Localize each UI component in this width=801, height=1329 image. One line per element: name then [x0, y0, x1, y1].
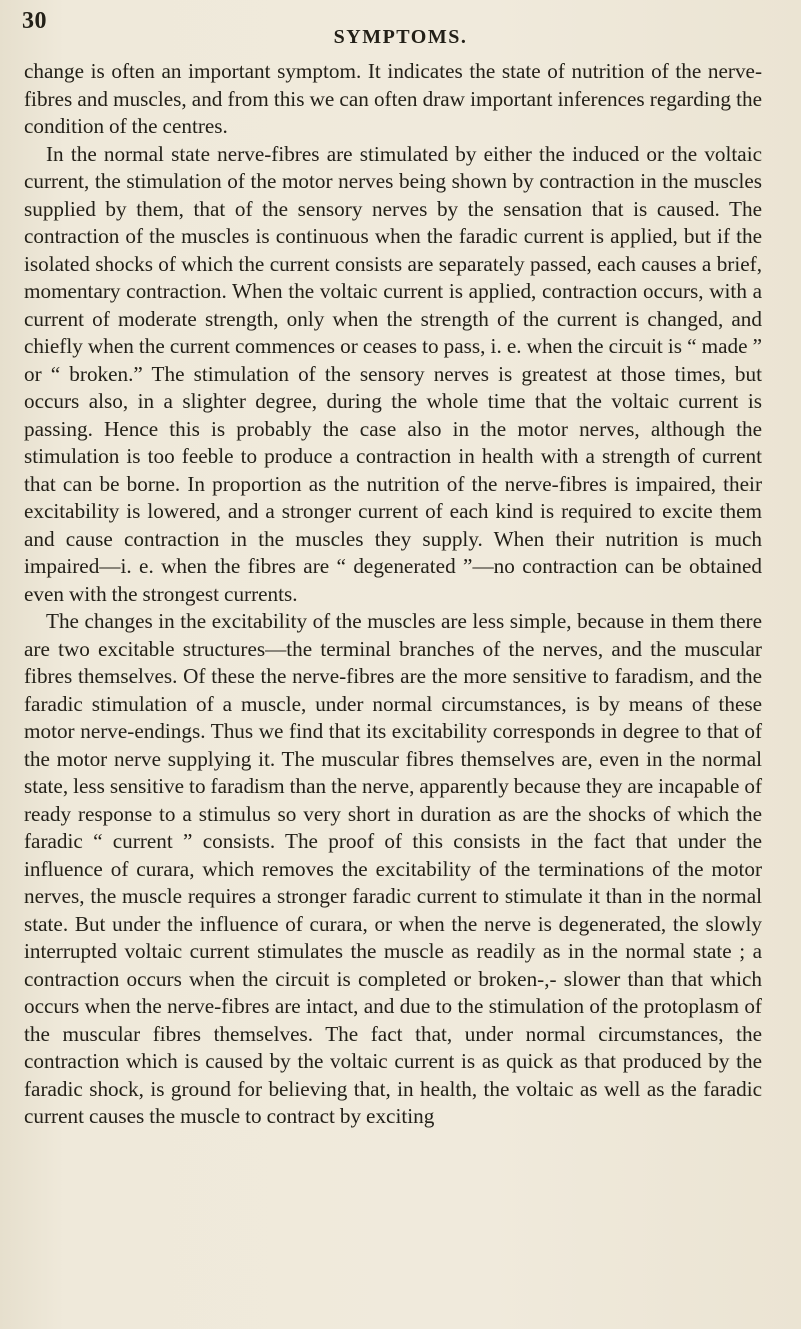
paragraph-1: change is often an important symptom. It indicates the state of nutrition of the nerve-fibres and muscles, and from this we can often draw important inferences regarding the condition of the centres. — [24, 59, 762, 138]
page-number: 30 — [22, 8, 47, 34]
body-text — [24, 58, 762, 1131]
paragraph-3: The changes in the excitability of the muscles are less simple, because in them there are two excitable structures—the terminal branches of the nerves, and the muscular fibres themselves. Of these the nerve-fibres are the more sensitive to faradism, and the faradic stimulation of a muscle, under normal circumstances, is by means of these motor nerve-endings. Thus we find that its excitability corresponds in degree to that of the motor nerve supplying it. The muscular fibres themselves are, even in the normal state, less sensitive to faradism than the nerve, apparently because they are incapable of ready response to a stimulus so very short in duration as are the shocks of which the faradic “ current ” consists. The proof of this consists in the fact that under the influence of curara, which removes the excitability of the terminations of the motor nerves, the muscle requires a stronger faradic current to stimulate it than in the normal state. But under the influence of curara, or when the nerve is degenerated, the slowly interrupted voltaic current stimulates the muscle as readily as in the normal state ; a contraction occurs when the circuit is completed or broken-,- slower than that which occurs when the nerve-fibres are intact, and due to the stimulation of the protoplasm of the muscular fibres themselves. The fact that, under normal circumstances, the contraction which is caused by the voltaic current is as quick as that produced by the faradic shock, is ground for believing that, in health, the voltaic as well as the faradic current causes the muscle to contract by exciting — [24, 609, 762, 1128]
running-head: SYMPTOMS. — [333, 26, 468, 48]
paragraph-2: In the normal state nerve-fibres are stimulated by either the induced or the voltaic current, the stimulation of the motor nerves being shown by contraction in the muscles supplied by them, that of the sensory nerves by the sensation that is caused. The contraction of the muscles is continuous when the faradic current is applied, but if the isolated shocks of which the current consists are separately passed, each causes a brief, momentary contraction. When the voltaic current is applied, contraction occurs, with a current of moderate strength, only when the strength of the current is changed, and chiefly when the current commences or ceases to pass, i. e. when the circuit is “ made ” or “ broken.” The stimulation of the sensory nerves is greatest at those times, but occurs also, in a slighter degree, during the whole time that the voltaic current is passing. Hence this is probably the case also in the motor nerves, although the stimulation is too feeble to produce a contraction in health with a strength of current that can be borne. In proportion as the nutrition of the nerve-fibres is impaired, their excitability is lowered, and a stronger current of each kind is required to excite them and cause contraction in the muscles they supply. When their nutrition is much impaired—i. e. when the fibres are “ degenerated ”—no contraction can be obtained even with the strongest currents. — [24, 141, 762, 606]
